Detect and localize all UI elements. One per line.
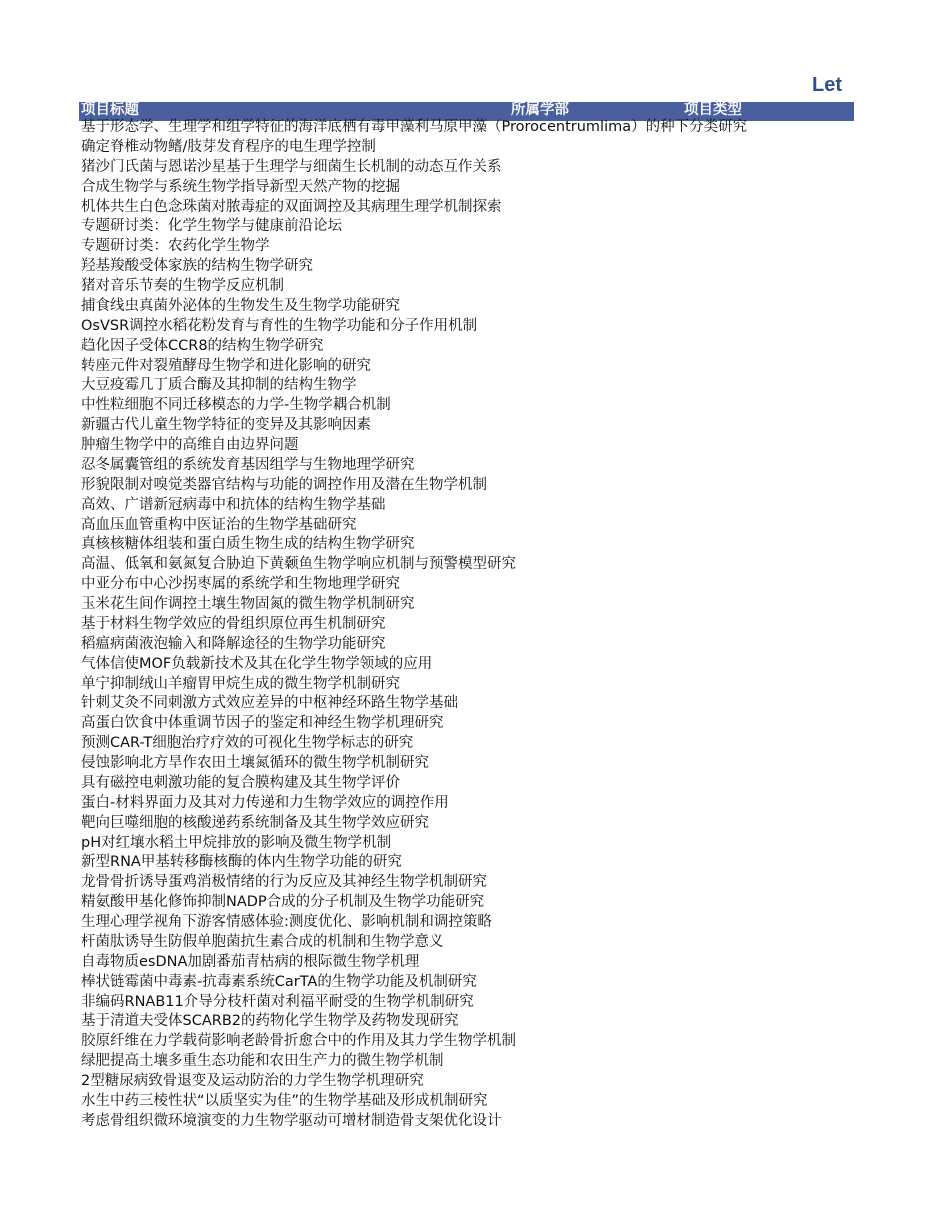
table-row: 侵蚀影响北方旱作农田土壤氮循环的微生物学机制研究 (81, 755, 429, 771)
header-department: 所属学部 (511, 102, 569, 118)
table-row: 蛋白-材料界面力及其对力传递和力生物学效应的调控作用 (81, 794, 449, 811)
table-row: 合成生物学与系统生物学指导新型天然产物的挖掘 (81, 178, 400, 195)
table-row: 考虑骨组织微环境演变的力生物学驱动可增材制造骨支架优化设计 (81, 1112, 502, 1129)
table-row: 转座元件对裂殖酵母生物学和进化影响的研究 (81, 357, 371, 374)
table-row: 肿瘤生物学中的高维自由边界问题 (81, 437, 299, 453)
table-row: 忍冬属囊管组的系统发育基因组学与生物地理学研究 (81, 456, 415, 473)
table-row: 非编码RNAB11介导分枝杆菌对利福平耐受的生物学机制研究 (81, 993, 474, 1010)
table-row: 胶原纤维在力学载荷影响老龄骨折愈合中的作用及其力学生物学机制 (81, 1033, 516, 1050)
project-list (81, 118, 871, 1132)
table-row: 龙骨骨折诱导蛋鸡消极情绪的行为反应及其神经生物学机制研究 (81, 874, 487, 891)
table-row: 机体共生白色念珠菌对脓毒症的双面调控及其病理生理学机制探索 (81, 198, 502, 215)
table-row: 玉米花生间作调控土壤生物固氮的微生物学机制研究 (81, 596, 415, 612)
header-project-title: 项目标题 (81, 102, 139, 118)
table-row: 2型糖尿病致骨退变及运动防治的力学生物学机理研究 (81, 1073, 424, 1089)
table-row: 高蛋白饮食中体重调节因子的鉴定和神经生物学机理研究 (81, 715, 444, 732)
table-row: 专题研讨类：化学生物学与健康前沿论坛 (81, 218, 342, 235)
table-row: 预测CAR-T细胞治疗疗效的可视化生物学标志的研究 (81, 735, 414, 752)
table-row: 确定脊椎动物鳍/肢芽发育程序的电生理学控制 (81, 138, 376, 155)
table-row: 稻瘟病菌液泡输入和降解途径的生物学功能研究 (81, 635, 386, 652)
table-row: 基于材料生物学效应的骨组织原位再生机制研究 (81, 615, 386, 632)
table-row: 单宁抑制绒山羊瘤胃甲烷生成的微生物学机制研究 (81, 675, 400, 692)
table-row: 专题研讨类：农药化学生物学 (81, 238, 270, 255)
table-row: 大豆疫霉几丁质合酶及其抑制的结构生物学 (81, 377, 357, 394)
table-row: 生理心理学视角下游客情感体验:测度优化、影响机制和调控策略 (81, 914, 492, 930)
table-row: OsVSR调控水稻花粉发育与育性的生物学功能和分子作用机制 (81, 317, 478, 334)
table-row: 精氨酸甲基化修饰抑制NADP合成的分子机制及生物学功能研究 (81, 894, 485, 911)
table-row: 高血压血管重构中医证治的生物学基础研究 (81, 516, 357, 533)
table-row: 中亚分布中心沙拐枣属的系统学和生物地理学研究 (81, 576, 400, 593)
table-row: 针刺艾灸不同刺激方式效应差异的中枢神经环路生物学基础 (81, 695, 458, 712)
table-row: 中性粒细胞不同迁移模态的力学-生物学耦合机制 (81, 397, 391, 414)
corner-title-fragment: Let (812, 74, 842, 96)
table-row: 绿肥提高土壤多重生态功能和农田生产力的微生物学机制 (81, 1053, 444, 1070)
table-row: 水生中药三棱性状“以质坚实为佳”的生物学基础及形成机制研究 (81, 1092, 488, 1109)
table-row: 捕食线虫真菌外泌体的生物发生及生物学功能研究 (81, 297, 400, 314)
table-row: 棒状链霉菌中毒素-抗毒素系统CarTA的生物学功能及机制研究 (81, 973, 477, 990)
table-row: 趋化因子受体CCR8的结构生物学研究 (81, 337, 324, 354)
table-row: 杆菌肽诱导生防假单胞菌抗生素合成的机制和生物学意义 (81, 933, 444, 950)
table-row: 新疆古代儿童生物学特征的变异及其影响因素 (81, 417, 371, 434)
header-project-type: 项目类型 (684, 102, 742, 118)
table-row: 自毒物质esDNA加剧番茄青枯病的根际微生物学机理 (81, 953, 420, 970)
table-row: 靶向巨噬细胞的核酸递药系统制备及其生物学效应研究 (81, 814, 429, 831)
table-row: 新型RNA甲基转移酶核酶的体内生物学功能的研究 (81, 854, 402, 871)
table-row: 基于清道夫受体SCARB2的药物化学生物学及药物发现研究 (81, 1013, 459, 1030)
table-row: 羟基羧酸受体家族的结构生物学研究 (81, 258, 313, 275)
table-row: 气体信使MOF负载新技术及其在化学生物学领域的应用 (81, 655, 433, 672)
table-row: 高温、低氧和氨氮复合胁迫下黄颡鱼生物学响应机制与预警模型研究 (81, 556, 516, 573)
table-row: 猪沙门氏菌与恩诺沙星基于生理学与细菌生长机制的动态互作关系 (81, 158, 502, 175)
table-row: 高效、广谱新冠病毒中和抗体的结构生物学基础 (81, 496, 386, 513)
table-row: 基于形态学、生理学和组学特征的海洋底栖有毒甲藻利马原甲藻（Prorocentrumlima）的种下分类研究 (81, 119, 748, 135)
table-row: pH对红壤水稻土甲烷排放的影响及微生物学机制 (81, 834, 392, 851)
table-row: 猪对音乐节奏的生物学反应机制 (81, 278, 284, 294)
table-row: 形貌限制对嗅觉类器官结构与功能的调控作用及潜在生物学机制 (81, 476, 487, 493)
table-row: 真核核糖体组装和蛋白质生物生成的结构生物学研究 (81, 536, 415, 553)
table-row: 具有磁控电刺激功能的复合膜构建及其生物学评价 (81, 774, 400, 791)
